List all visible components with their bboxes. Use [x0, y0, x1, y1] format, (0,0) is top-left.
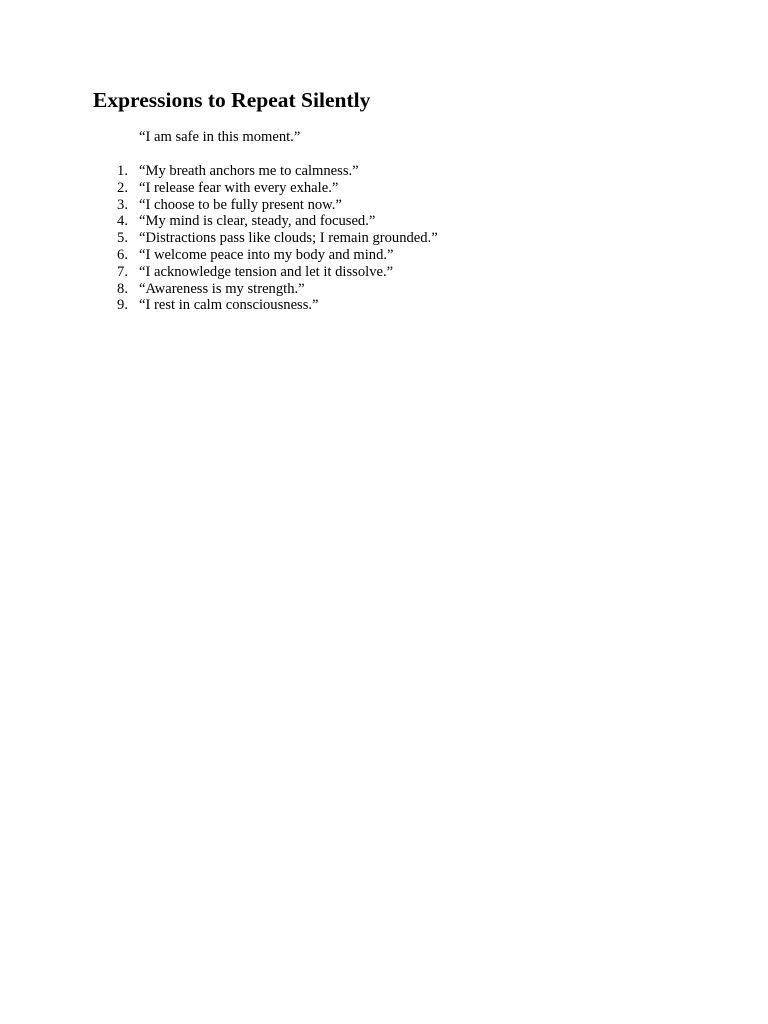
list-item-number: 5. [117, 230, 128, 247]
list-item-text: “My mind is clear, steady, and focused.” [139, 213, 376, 230]
list-item-text: “I release fear with every exhale.” [139, 179, 339, 196]
list-item-text: “Distractions pass like clouds; I remain grounded.” [139, 230, 438, 247]
list-item-text: “I welcome peace into my body and mind.” [139, 246, 394, 263]
list-item-number: 9. [117, 297, 128, 314]
list-item-number: 1. [117, 163, 128, 179]
document-title: Expressions to Repeat Silently [93, 88, 371, 112]
list-item-text: “I choose to be fully present now.” [139, 196, 342, 213]
list-item-number: 7. [117, 263, 128, 280]
list-item-number: 4. [117, 213, 128, 230]
list-item-text: “I acknowledge tension and let it dissolve.” [139, 263, 394, 280]
intro-expression: “I am safe in this moment.” [139, 129, 301, 145]
list-item-text: “I rest in calm consciousness.” [139, 297, 319, 314]
list-item-text: “Awareness is my strength.” [139, 280, 305, 297]
list-item-number: 8. [117, 280, 128, 297]
list-item-text: “My breath anchors me to calmness.” [139, 163, 359, 179]
list-item-number: 2. [117, 179, 128, 196]
list-item-number: 3. [117, 196, 128, 213]
list-item-number: 6. [117, 246, 128, 263]
